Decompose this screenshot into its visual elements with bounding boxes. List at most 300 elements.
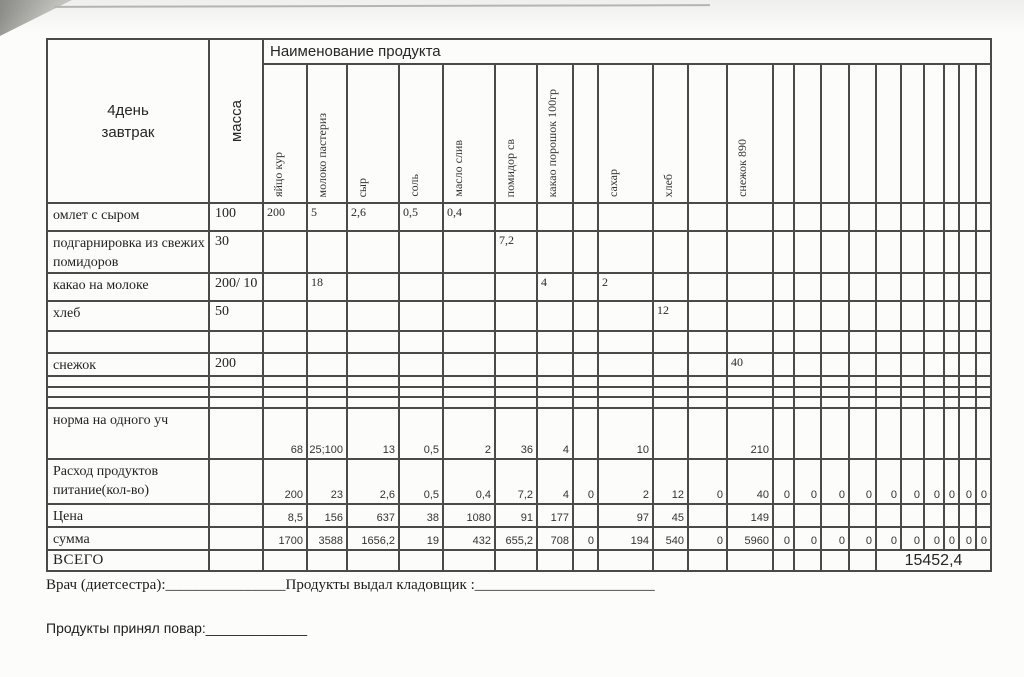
value-cell: 18 xyxy=(307,273,347,301)
value-cell xyxy=(901,231,924,273)
value-cell xyxy=(495,331,537,353)
value-cell xyxy=(944,353,959,376)
value-cell xyxy=(688,203,727,231)
value-cell: 0 xyxy=(976,527,991,550)
value-cell: 0 xyxy=(924,459,944,504)
value-cell xyxy=(901,376,924,387)
value-cell xyxy=(598,376,653,387)
value-cell xyxy=(495,376,537,387)
mass-value-cell: 200/ 10 xyxy=(209,273,263,301)
total-mass-cell xyxy=(209,550,263,571)
value-cell xyxy=(307,353,347,376)
value-cell xyxy=(495,301,537,331)
value-cell xyxy=(537,203,573,231)
row-name-cell: сумма xyxy=(47,527,209,550)
value-cell xyxy=(901,408,924,459)
value-cell: 3588 xyxy=(307,527,347,550)
value-cell xyxy=(976,504,991,527)
value-cell: 0,5 xyxy=(399,408,443,459)
signature-line-doctor xyxy=(46,577,655,594)
value-cell xyxy=(944,331,959,353)
value-cell: 23 xyxy=(307,459,347,504)
value-cell xyxy=(443,376,495,387)
value-cell xyxy=(901,397,924,408)
value-cell xyxy=(537,231,573,273)
value-cell xyxy=(598,301,653,331)
value-cell xyxy=(688,301,727,331)
row-name-cell xyxy=(47,397,209,408)
day-title-cell xyxy=(47,39,209,203)
value-cell: 40 xyxy=(727,459,773,504)
mass-value-cell: 30 xyxy=(209,231,263,273)
value-cell xyxy=(307,376,347,387)
total-empty-cell xyxy=(307,550,347,571)
value-cell xyxy=(794,273,821,301)
value-cell: 0 xyxy=(821,527,849,550)
value-cell xyxy=(849,231,876,273)
value-cell xyxy=(959,331,976,353)
value-cell: 1656,2 xyxy=(347,527,399,550)
mass-value-cell xyxy=(209,504,263,527)
value-cell: 0 xyxy=(794,459,821,504)
product-column-label: хлеб xyxy=(661,173,675,197)
value-cell: 0,4 xyxy=(443,203,495,231)
value-cell: 97 xyxy=(598,504,653,527)
value-cell xyxy=(688,273,727,301)
value-cell xyxy=(821,397,849,408)
value-cell xyxy=(399,273,443,301)
value-cell xyxy=(773,353,794,376)
value-cell: 1700 xyxy=(263,527,307,550)
value-cell xyxy=(495,387,537,397)
value-cell xyxy=(347,387,399,397)
value-cell xyxy=(653,387,688,397)
value-cell: 5960 xyxy=(727,527,773,550)
value-cell xyxy=(976,331,991,353)
value-cell xyxy=(773,231,794,273)
value-cell: 0 xyxy=(773,527,794,550)
value-cell xyxy=(959,203,976,231)
value-cell: 25;100 xyxy=(307,408,347,459)
value-cell xyxy=(727,331,773,353)
value-cell xyxy=(773,397,794,408)
value-cell: 0 xyxy=(794,527,821,550)
value-cell: 2 xyxy=(598,459,653,504)
value-cell xyxy=(399,353,443,376)
value-cell xyxy=(773,203,794,231)
value-cell xyxy=(573,273,598,301)
product-column-header-empty xyxy=(794,64,821,203)
value-cell: 0 xyxy=(849,459,876,504)
value-cell: 0 xyxy=(876,459,901,504)
value-cell xyxy=(653,353,688,376)
value-cell xyxy=(901,331,924,353)
value-cell xyxy=(598,231,653,273)
product-column-header xyxy=(263,64,307,203)
value-cell: 2,6 xyxy=(347,203,399,231)
value-cell: 0 xyxy=(944,459,959,504)
value-cell xyxy=(688,353,727,376)
table-row xyxy=(47,397,991,408)
product-column-label: соль xyxy=(407,174,421,197)
value-cell xyxy=(794,376,821,387)
product-column-header xyxy=(537,64,573,203)
value-cell xyxy=(959,397,976,408)
value-cell xyxy=(876,231,901,273)
value-cell xyxy=(727,273,773,301)
value-cell xyxy=(901,301,924,331)
value-cell xyxy=(773,408,794,459)
value-cell: 0 xyxy=(901,527,924,550)
value-cell: 0 xyxy=(773,459,794,504)
value-cell: 177 xyxy=(537,504,573,527)
total-empty-cell xyxy=(263,550,307,571)
value-cell: 149 xyxy=(727,504,773,527)
total-empty-cell xyxy=(688,550,727,571)
value-cell xyxy=(727,301,773,331)
value-cell xyxy=(653,331,688,353)
value-cell xyxy=(901,504,924,527)
product-column-header-empty xyxy=(849,64,876,203)
value-cell xyxy=(976,376,991,387)
value-cell: 68 xyxy=(263,408,307,459)
value-cell xyxy=(849,387,876,397)
row-name-cell: Расход продуктов питание(кол-во) xyxy=(47,459,209,504)
row-name-cell: Цена xyxy=(47,504,209,527)
value-cell xyxy=(495,273,537,301)
mass-value-cell xyxy=(209,331,263,353)
value-cell xyxy=(573,301,598,331)
value-cell xyxy=(399,376,443,387)
value-cell xyxy=(876,273,901,301)
value-cell xyxy=(727,397,773,408)
value-cell: 0 xyxy=(849,527,876,550)
value-cell: 0,5 xyxy=(399,203,443,231)
mass-value-cell: 200 xyxy=(209,353,263,376)
value-cell: 0 xyxy=(959,527,976,550)
value-cell xyxy=(495,397,537,408)
value-cell xyxy=(976,301,991,331)
value-cell xyxy=(653,397,688,408)
value-cell: 540 xyxy=(653,527,688,550)
table-row xyxy=(47,231,991,273)
value-cell xyxy=(924,397,944,408)
value-cell xyxy=(773,387,794,397)
value-cell xyxy=(901,203,924,231)
value-cell xyxy=(924,387,944,397)
product-column-header-empty xyxy=(876,64,901,203)
value-cell xyxy=(876,301,901,331)
value-cell: 0 xyxy=(573,459,598,504)
value-cell xyxy=(849,504,876,527)
value-cell xyxy=(944,504,959,527)
value-cell: 0 xyxy=(821,459,849,504)
value-cell xyxy=(495,203,537,231)
value-cell xyxy=(598,387,653,397)
menu-table xyxy=(46,38,992,572)
value-cell: 637 xyxy=(347,504,399,527)
value-cell xyxy=(976,273,991,301)
product-column-header xyxy=(653,64,688,203)
value-cell xyxy=(347,353,399,376)
value-cell xyxy=(347,397,399,408)
value-cell: 708 xyxy=(537,527,573,550)
value-cell: 2 xyxy=(598,273,653,301)
value-cell xyxy=(347,376,399,387)
value-cell xyxy=(263,231,307,273)
row-name-cell: какао на молоке xyxy=(47,273,209,301)
total-empty-cell xyxy=(727,550,773,571)
product-column-label: какао порошок 100гр xyxy=(545,88,559,197)
total-empty-cell xyxy=(821,550,849,571)
value-cell xyxy=(849,353,876,376)
value-cell xyxy=(573,504,598,527)
value-cell xyxy=(794,504,821,527)
value-cell xyxy=(924,331,944,353)
mass-value-cell xyxy=(209,408,263,459)
value-cell xyxy=(688,387,727,397)
row-name-cell: подгарнировка из свежих помидоров xyxy=(47,231,209,273)
value-cell xyxy=(794,231,821,273)
value-cell xyxy=(347,331,399,353)
table-row xyxy=(47,273,991,301)
product-column-header xyxy=(307,64,347,203)
value-cell xyxy=(849,397,876,408)
value-cell xyxy=(399,231,443,273)
value-cell xyxy=(849,203,876,231)
value-cell xyxy=(598,331,653,353)
product-column-label: снежок 890 xyxy=(735,139,749,197)
value-cell xyxy=(976,231,991,273)
value-cell xyxy=(688,408,727,459)
value-cell xyxy=(794,397,821,408)
value-cell xyxy=(688,397,727,408)
value-cell xyxy=(876,397,901,408)
product-column-label: сыр xyxy=(355,177,369,197)
value-cell xyxy=(924,504,944,527)
value-cell xyxy=(876,376,901,387)
value-cell xyxy=(537,301,573,331)
product-column-header-empty xyxy=(773,64,794,203)
value-cell xyxy=(959,273,976,301)
product-column-header xyxy=(598,64,653,203)
value-cell xyxy=(537,387,573,397)
value-cell: 200 xyxy=(263,203,307,231)
product-column-header xyxy=(495,64,537,203)
mass-value-cell: 50 xyxy=(209,301,263,331)
value-cell xyxy=(976,387,991,397)
value-cell: 13 xyxy=(347,408,399,459)
value-cell xyxy=(263,301,307,331)
value-cell: 0 xyxy=(573,527,598,550)
value-cell xyxy=(443,273,495,301)
value-cell: 45 xyxy=(653,504,688,527)
product-column-header-empty xyxy=(821,64,849,203)
value-cell xyxy=(573,387,598,397)
value-cell xyxy=(821,353,849,376)
value-cell: 7,2 xyxy=(495,459,537,504)
value-cell xyxy=(773,331,794,353)
row-name-cell: хлеб xyxy=(47,301,209,331)
mass-value-cell xyxy=(209,459,263,504)
mass-value-cell xyxy=(209,376,263,387)
table-row xyxy=(47,527,991,550)
mass-value-cell: 100 xyxy=(209,203,263,231)
value-cell xyxy=(443,231,495,273)
row-name-cell: омлет с сыром xyxy=(47,203,209,231)
value-cell xyxy=(263,353,307,376)
value-cell xyxy=(794,301,821,331)
value-cell: 4 xyxy=(537,459,573,504)
value-cell xyxy=(901,387,924,397)
value-cell xyxy=(794,203,821,231)
value-cell: 0 xyxy=(688,459,727,504)
value-cell xyxy=(976,353,991,376)
scan-page-edge-line xyxy=(54,4,710,8)
mass-value-cell xyxy=(209,387,263,397)
value-cell xyxy=(495,353,537,376)
mass-header-cell xyxy=(209,39,263,203)
value-cell: 2 xyxy=(443,408,495,459)
value-cell xyxy=(263,273,307,301)
product-column-label: яйцо кур xyxy=(271,151,285,197)
mass-value-cell xyxy=(209,527,263,550)
value-cell xyxy=(944,301,959,331)
value-cell xyxy=(794,353,821,376)
value-cell xyxy=(573,408,598,459)
value-cell xyxy=(821,504,849,527)
value-cell xyxy=(924,273,944,301)
value-cell xyxy=(944,231,959,273)
value-cell xyxy=(399,301,443,331)
product-column-label: масло слив xyxy=(451,140,465,197)
total-empty-cell xyxy=(653,550,688,571)
value-cell xyxy=(653,231,688,273)
value-cell xyxy=(307,331,347,353)
value-cell xyxy=(773,301,794,331)
value-cell xyxy=(924,301,944,331)
value-cell xyxy=(688,331,727,353)
value-cell xyxy=(573,203,598,231)
value-cell: 0 xyxy=(876,527,901,550)
value-cell xyxy=(876,387,901,397)
value-cell xyxy=(688,504,727,527)
value-cell xyxy=(821,273,849,301)
mass-header-label: масса xyxy=(227,100,245,142)
value-cell xyxy=(976,203,991,231)
value-cell xyxy=(976,408,991,459)
value-cell xyxy=(263,376,307,387)
value-cell xyxy=(307,397,347,408)
value-cell xyxy=(944,408,959,459)
row-name-cell: снежок xyxy=(47,353,209,376)
doctor-signature-label: Врач (диетсестра):________________ xyxy=(46,577,286,593)
value-cell: 0 xyxy=(901,459,924,504)
value-cell xyxy=(727,387,773,397)
value-cell: 40 xyxy=(727,353,773,376)
value-cell: 200 xyxy=(263,459,307,504)
value-cell xyxy=(773,273,794,301)
product-column-header xyxy=(443,64,495,203)
value-cell xyxy=(347,273,399,301)
product-column-label: молоко пастериз xyxy=(315,112,329,197)
value-cell xyxy=(924,231,944,273)
total-empty-cell xyxy=(399,550,443,571)
table-row xyxy=(47,203,991,231)
total-empty-cell xyxy=(495,550,537,571)
product-column-header-empty xyxy=(924,64,944,203)
value-cell xyxy=(849,331,876,353)
value-cell xyxy=(849,301,876,331)
value-cell xyxy=(876,353,901,376)
value-cell: 91 xyxy=(495,504,537,527)
value-cell xyxy=(443,397,495,408)
value-cell: 655,2 xyxy=(495,527,537,550)
value-cell: 36 xyxy=(495,408,537,459)
product-column-header xyxy=(399,64,443,203)
product-column-header-empty xyxy=(901,64,924,203)
mass-value-cell xyxy=(209,397,263,408)
value-cell xyxy=(307,387,347,397)
value-cell xyxy=(821,376,849,387)
value-cell: 8,5 xyxy=(263,504,307,527)
value-cell: 2,6 xyxy=(347,459,399,504)
row-name-cell xyxy=(47,331,209,353)
value-cell xyxy=(959,387,976,397)
day-title-line2: завтрак xyxy=(101,123,155,141)
value-cell xyxy=(443,331,495,353)
day-title-line1: 4день xyxy=(107,101,149,119)
value-cell: 12 xyxy=(653,459,688,504)
total-value-cell: 15452,4 xyxy=(876,550,991,571)
total-empty-cell xyxy=(443,550,495,571)
value-cell: 194 xyxy=(598,527,653,550)
value-cell xyxy=(876,331,901,353)
value-cell: 0 xyxy=(976,459,991,504)
product-column-label: сахар xyxy=(606,169,620,197)
product-column-header-empty xyxy=(959,64,976,203)
product-column-header xyxy=(347,64,399,203)
value-cell xyxy=(573,331,598,353)
total-row xyxy=(47,550,991,571)
total-empty-cell xyxy=(573,550,598,571)
value-cell xyxy=(399,331,443,353)
value-cell xyxy=(821,408,849,459)
row-name-cell xyxy=(47,376,209,387)
value-cell xyxy=(959,376,976,387)
value-cell xyxy=(399,387,443,397)
value-cell xyxy=(263,331,307,353)
value-cell xyxy=(537,397,573,408)
value-cell xyxy=(598,397,653,408)
value-cell xyxy=(573,231,598,273)
table-row xyxy=(47,376,991,387)
value-cell: 0 xyxy=(944,527,959,550)
value-cell: 1080 xyxy=(443,504,495,527)
value-cell xyxy=(959,353,976,376)
value-cell xyxy=(959,408,976,459)
value-cell xyxy=(537,376,573,387)
value-cell xyxy=(443,301,495,331)
value-cell xyxy=(944,387,959,397)
table-row xyxy=(47,408,991,459)
value-cell: 0 xyxy=(688,527,727,550)
value-cell xyxy=(773,376,794,387)
total-empty-cell xyxy=(598,550,653,571)
value-cell xyxy=(959,231,976,273)
value-cell xyxy=(573,353,598,376)
value-cell xyxy=(849,273,876,301)
